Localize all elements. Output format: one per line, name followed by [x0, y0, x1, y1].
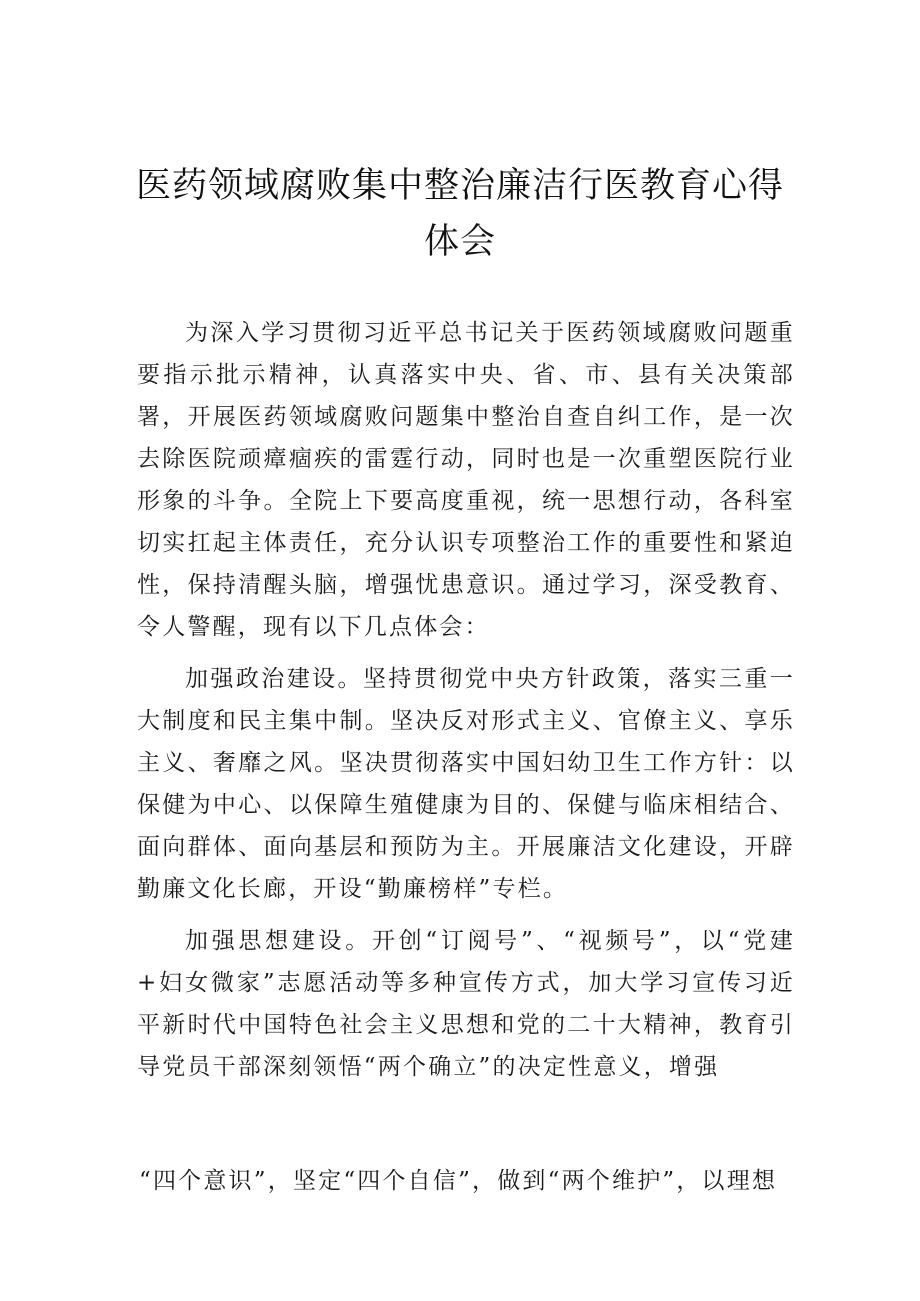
- document-body: [137, 312, 795, 1098]
- document-body-continued: [137, 1160, 795, 1202]
- title-line-2: 体会: [423, 222, 496, 262]
- paragraph-ideological-building: 加强思想建设。开创“订阅号”、“视频号”，以“党建+妇女微家”志愿活动等多种宣传方式，加大学习宣传习近平新时代中国特色社会主义思想和党的二十大精神，教育引导党员干部深刻领悟“两个确立”的决定性意义，增强: [137, 928, 795, 1080]
- document-title: [120, 158, 800, 270]
- title-line-1: 医药领域腐败集中整治廉洁行医教育心得: [135, 166, 784, 206]
- paragraph-continuation-line: “四个意识”，坚定“四个自信”，做到“两个维护”，以理想: [139, 1168, 778, 1194]
- paragraph-intro: 为深入学习贯彻习近平总书记关于医药领域腐败问题重要指示批示精神，认真落实中央、省、市、县有关决策部署，开展医药领域腐败问题集中整治自查自纠工作，是一次去除医院顽瘴痼疾的雷霆行动，同时也是一次重塑医院行业形象的斗争。全院上下要高度重视，统一思想行动，各科室切实扛起主体责任，充分认识专项整治工作的重要性和紧迫性，保持清醒头脑，增强忧患意识。通过学习，深受教育、令人警醒，现有以下几点体会：: [137, 320, 795, 640]
- paragraph-political-building: 加强政治建设。坚持贯彻党中央方针政策，落实三重一大制度和民主集中制。坚决反对形式主义、官僚主义、享乐主义、奢靡之风。坚决贯彻落实中国妇幼卫生工作方针：以保健为中心、以保障生殖健康为目的、保健与临床相结合、面向群体、面向基层和预防为主。开展廉洁文化建设，开辟勤廉文化长廊，开设“勤廉榜样”专栏。: [137, 666, 795, 902]
